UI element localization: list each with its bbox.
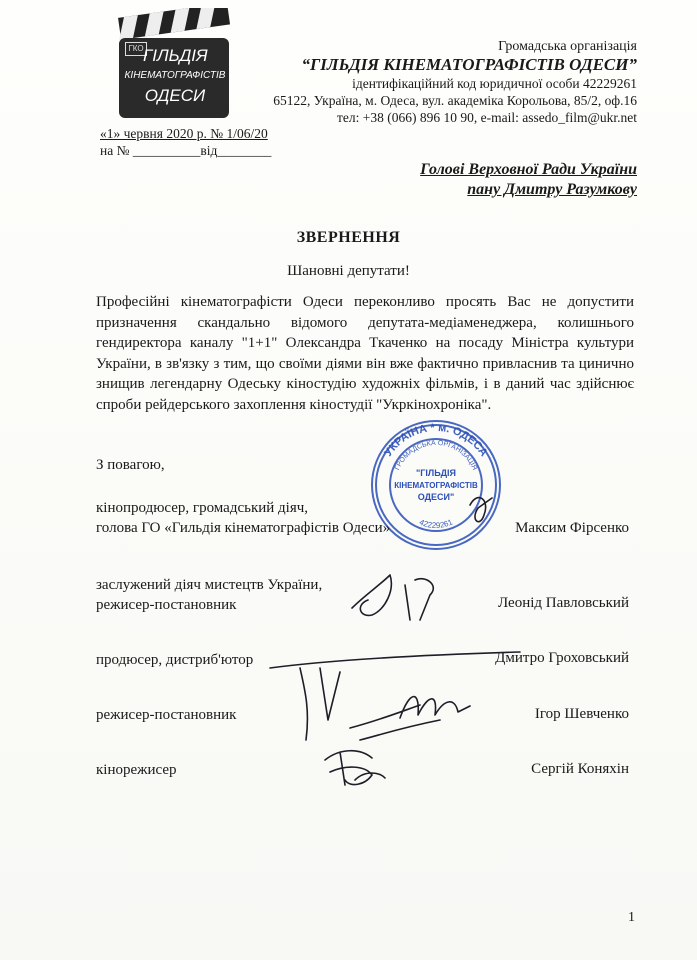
signature-1 [470,498,492,522]
org-contacts: тел: +38 (066) 896 10 90, e-mail: assedo_film@ukr.net [336,110,637,125]
stamp-center-1: "ГІЛЬДІЯ [416,468,456,478]
signatory-5-name: Сергій Коняхін [531,761,629,777]
page-number: 1 [628,910,635,925]
logo-line2: КІНЕМАТОГРАФІСТІВ [124,70,226,81]
signatory-3-name: Дмитро Гроховський [495,650,629,666]
stamp-inner-text: ГРОМАДСЬКА ОРГАНІЗАЦІЯ [394,439,478,472]
stamp-code: 42229261 [418,517,454,531]
greeting: Шановні депутати! [287,263,410,279]
addressee-line2: пану Дмитру Разумкову [467,181,637,198]
letter-body: Професійні кінематографісти Одеси переконливо просять Вас не допустити призначення скандально відомого депутата-медіаменеджера, колишнього гендиректора каналу "1+1" Олександра Ткаченко на посаду Міністра культури України, в зв'язку з тим, що своїми діями він вже фактично привласнив та цинично знищив легендарну Одеську кіностудію художніх фільмів, і в даний час здійснює спроби рейдерського захоплення кіностудії "Укркінохроніка". [96,294,634,413]
addressee-line1: Голові Верховної Ради України [420,161,637,178]
logo-line1: ГІЛЬДІЯ [143,46,208,65]
regards: З повагою, [96,457,165,473]
org-id-code: ідентифікаційний код юридичної особи 42229261 [352,76,637,91]
logo-badge: ГКО [125,42,147,56]
signatory-4-name: Ігор Шевченко [534,706,629,722]
signatory-4-role-line1: режисер-постановник [96,707,237,723]
signatory-2-role-line2: режисер-постановник [96,597,237,613]
reply-line: на № __________від________ [100,143,272,158]
org-address: 65122, Україна, м. Одеса, вул. академіка Корольова, 85/2, оф.16 [273,93,637,108]
signatory-1-role-line2: голова ГО «Гильдія кінематографістів Одеси» [96,520,391,536]
date-number: «1» червня 2020 р. № 1/06/20 [100,126,268,141]
org-name: “ГІЛЬДІЯ КІНЕМАТОГРАФІСТІВ ОДЕСИ” [301,55,637,74]
stamp-center-3: ОДЕСИ" [417,492,455,502]
signatory-3-role-line1: продюсер, дистриб'ютор [96,652,254,668]
signature-2 [352,575,433,620]
signatory-2-role-line1: заслужений діяч мистецтв України, [96,577,323,593]
letter-title: ЗВЕРНЕННЯ [296,229,401,246]
logo-line3: ОДЕСИ [144,86,206,105]
signatory-1-name: Максим Фірсенко [515,520,629,536]
signature-4 [350,697,470,740]
signatory-2-name: Леонід Павловський [497,595,629,611]
signatory-1-role-line1: кінопродюсер, громадський діяч, [96,500,309,516]
signature-5 [325,751,385,785]
signature-3 [270,652,520,740]
stamp-outer-text: УКРАЇНА * м. ОДЕСА [382,421,490,459]
stamp-center-2: КІНЕМАТОГРАФІСТІВ [394,481,478,490]
signatory-5-role-line1: кінорежисер [96,762,177,778]
org-type: Громадська організація [498,39,637,54]
